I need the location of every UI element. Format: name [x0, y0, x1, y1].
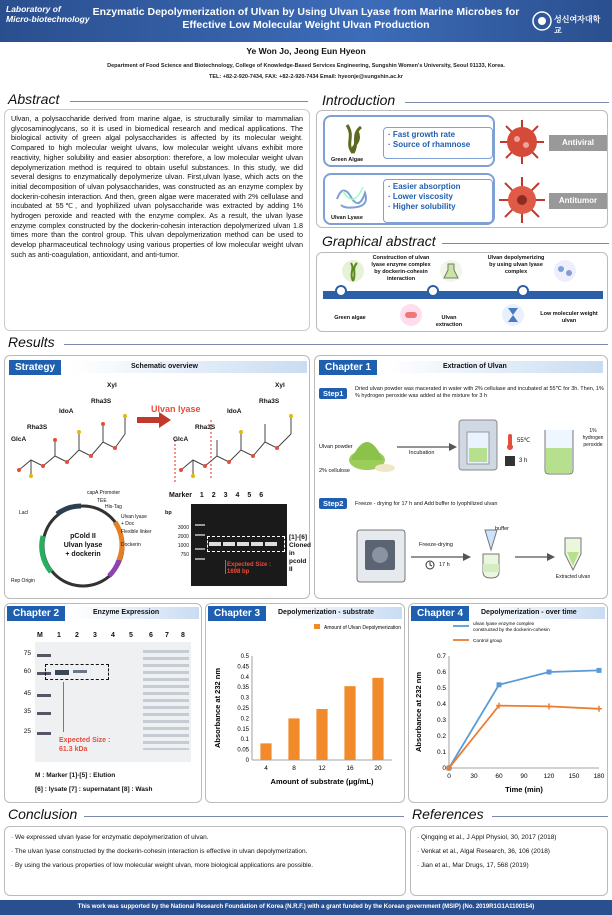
- legend-label: constructed by the dockerin-cohesin: [473, 628, 550, 633]
- chapter1-panel: [314, 355, 608, 599]
- sugar-label: Rha3S: [27, 424, 48, 431]
- y-tick-label: 0.6: [436, 669, 446, 676]
- x-tick-label: 4: [264, 765, 268, 772]
- reference-item: · Qingqing et al., J Appl Physiol, 30, 2017 (2018): [417, 834, 557, 841]
- poster-title: Enzymatic Depolymerization of Ulvan by Using Ulvan Lyase from Marine Microbes for Effective Low Molecular Weight Ulvan Production: [92, 6, 520, 31]
- university-logo: [528, 5, 608, 37]
- series-line: [449, 670, 599, 768]
- chapter4-bar: Depolymerization - over time: [477, 607, 605, 619]
- results-heading: Results: [8, 334, 55, 350]
- x-tick-label: 60: [495, 773, 503, 780]
- y-tick-label: 0.1: [240, 737, 249, 744]
- step2-label: Extracted ulvan: [555, 574, 591, 580]
- references-heading: References: [412, 806, 484, 822]
- beaker-icon: [539, 426, 579, 476]
- x-tick-label: 30: [470, 773, 478, 780]
- molecule-icon: [553, 259, 577, 283]
- y-tick-label: 0.2: [240, 716, 249, 723]
- time-line-chart: [409, 620, 609, 802]
- sds-lane-label: 1: [57, 632, 61, 639]
- sds-caption: M : Marker [1]-[5] : Elution: [35, 772, 116, 779]
- lab-name: Laboratory of Micro-biotechnology: [6, 4, 90, 24]
- gel-right-caption: [1]-[6] Cloned in pcold II: [289, 534, 312, 573]
- x-tick-label: 150: [568, 773, 580, 780]
- right-arrow-icon: [411, 552, 471, 562]
- capsule-icon: [399, 303, 423, 327]
- contact: TEL: +82-2-920-7434, FAX: +82-2-920-7434 Email: hyeonje@sungshin.ac.kr: [209, 74, 403, 80]
- plasmid-label: TEE: [97, 498, 107, 504]
- plasmid-label: LacI: [19, 510, 29, 516]
- strategy-panel: [4, 355, 310, 599]
- affiliation: Department of Food Science and Biotechnology, College of Knowledge-Based Services Engineering, Sungshin Women's University, Seoul 01133, Korea.: [107, 63, 505, 69]
- seaweed-icon: [335, 121, 371, 155]
- chapter2-bar: Enzyme Expression: [73, 607, 199, 619]
- tumor-cell-icon: [497, 175, 547, 225]
- x-tick-label: 12: [318, 765, 326, 772]
- graphical-step-complex: Construction of ulvan lyase enzyme complex by dockerin-cohesin interaction: [371, 255, 431, 282]
- references-box: [410, 826, 608, 896]
- sugar-label: IdoA: [59, 408, 74, 415]
- graphical-heading: Graphical abstract: [322, 233, 436, 249]
- bar: [372, 678, 383, 760]
- graphical-extraction: Ulvan extraction: [435, 315, 463, 328]
- abstract-text: Ulvan, a polysaccharide derived from marine algae, is structurally similar to mammalian glycosaminoglycans, so it is used in biomedical research and medical applications. The biological activity of green algal polysaccharides is affected by its molecular weight. Compared to high molecular weight ulvans, low molecular weight ulvans exhibit more reactivity, higher solubility and easier absorption: therefore, a low molecular weight ulvan depolymerization method is required to obtain useful substances. In this study, we did several designs to enzymatically depolymerize ulvan. First,ulvan lyase, which acts on the initial decomposition of ulvan polysaccharides, was constructed as an enzyme complex by dockerin-cohesin interaction. And then, green algae were macerated with 2% cellulase and incubated at 55℃, and lyophilized ulvan polysaccharide was extracted by adding 1% hydrogen peroxide and reacted with the enzyme complex. As a result, the ulvan lyase enzyme complex constructed by the dockerin-cohesin interaction depolymerized ulvan 1.8 times more than the control group. This ulvan depolymerization method can be used to develop pharmaceutical technology using various properties of low molecular weight ulvan such as anti-coagulation, antioxidant, and anti-tumor.: [4, 109, 310, 331]
- bar: [288, 718, 299, 760]
- strategy-bar: Schematic overview: [71, 361, 307, 373]
- gel-lane-label: 5: [247, 492, 252, 499]
- data-point: [547, 670, 552, 675]
- y-tick-label: 0.5: [436, 685, 446, 692]
- x-axis-label: Time (min): [505, 785, 543, 794]
- graphical-step-depolymerizing: Ulvan depolymerizing by using ulvan lyase complex: [487, 255, 545, 275]
- gel-lane-label: 1: [199, 492, 204, 499]
- gel-expected-size: Expected Size : 1698 bp: [227, 562, 272, 575]
- plasmid-center-line: Ulvan lyase: [63, 542, 103, 549]
- x-tick-label: 0: [447, 773, 451, 780]
- sds-expected-size: Expected Size : 61.3 kDa: [59, 737, 111, 753]
- conclusion-item: · We expressed ulvan lyase for enzymatic depolymerization of ulvan.: [11, 834, 209, 841]
- strategy-tag: Strategy: [9, 360, 61, 375]
- step1-label: 2% cellulose: [319, 468, 350, 474]
- plasmid-center-line: pCold II: [70, 533, 96, 540]
- x-tick-label: 20: [374, 765, 382, 772]
- flask-icon: [439, 259, 463, 283]
- sds-lane-label: 8: [181, 632, 185, 639]
- step2-label: buffer: [495, 526, 509, 532]
- freeze-dryer-icon: [355, 524, 407, 584]
- step2-label: Freeze-drying: [419, 542, 453, 548]
- antiviral-tag: Antiviral: [549, 135, 607, 151]
- x-tick-label: 90: [520, 773, 528, 780]
- incubator-icon: [457, 414, 499, 474]
- chapter4-panel: [408, 603, 608, 803]
- sugar-label: IdoA: [227, 408, 242, 415]
- conclusion-item: · The ulvan lyase constructed by the dockerin-cohesin interaction is effective in ulvan depolymerization.: [11, 848, 308, 855]
- graphical-low-mw: Low moleculer weight ulvan: [540, 311, 598, 324]
- sugar-label: Rha3S: [259, 398, 280, 405]
- conclusion-box: [4, 826, 406, 896]
- gel-bp-label: bp: [165, 510, 172, 516]
- step2-label: 17 h: [439, 562, 450, 568]
- x-axis-label: Amount of substrate (μg/mL): [270, 777, 374, 786]
- series-line: [449, 706, 599, 768]
- sds-lane-label: 3: [93, 632, 97, 639]
- gel-lane-label: 3: [223, 492, 228, 499]
- card1-point: · Fast growth rate: [388, 130, 456, 139]
- y-axis-label: Absorbance at 232 nm: [414, 671, 423, 753]
- ulvan-structure-diagram: [9, 380, 135, 490]
- step1-label: 55℃: [517, 438, 531, 444]
- gel-ladder-label: 3000: [177, 525, 189, 531]
- algae-icon: [341, 259, 365, 283]
- plasmid-label: Rep Origin: [11, 578, 35, 584]
- logo-text: 성신여자대학교: [554, 15, 601, 35]
- abstract-heading: Abstract: [8, 91, 60, 107]
- gel-lane-label: 2: [211, 492, 216, 499]
- y-tick-label: 0.45: [237, 664, 249, 671]
- protein-structure-icon: [333, 179, 373, 213]
- gel-lane-label: 4: [235, 492, 240, 499]
- authors: Ye Won Jo, Jeong Eun Hyeon: [246, 46, 366, 56]
- chapter3-tag: Chapter 3: [208, 606, 266, 621]
- graphical-algae: Green algae: [334, 315, 366, 321]
- plasmid-label: capA Promoter: [87, 490, 121, 496]
- chapter2-tag: Chapter 2: [7, 606, 65, 621]
- cleaved-ulvan-diagram: [171, 380, 307, 490]
- chapter3-bar: Depolymerization - substrate: [274, 607, 402, 619]
- y-tick-label: 0.4: [240, 674, 249, 681]
- graphical-panel: [316, 252, 608, 332]
- y-tick-label: 0.2: [436, 733, 446, 740]
- y-tick-label: 0.3: [240, 695, 249, 702]
- card2-label: Ulvan Lyase: [331, 215, 363, 221]
- step1-label: Incubation: [409, 450, 435, 456]
- chapter3-panel: [205, 603, 405, 803]
- virus-icon: [497, 117, 547, 167]
- introduction-heading: Introduction: [322, 92, 396, 108]
- sugar-label: Rha3S: [195, 424, 216, 431]
- thermometer-icon: [505, 434, 515, 450]
- y-tick-label: 0.4: [436, 701, 446, 708]
- sds-lane-label: M: [37, 632, 43, 639]
- sugar-label: GlcA: [11, 436, 27, 443]
- chapter4-tag: Chapter 4: [411, 606, 469, 621]
- bar: [344, 686, 355, 760]
- ulvan-lyase-arrow-label: Ulvan lyase: [151, 404, 201, 414]
- conclusion-heading: Conclusion: [8, 806, 78, 822]
- data-point: [597, 668, 602, 673]
- step1-text: Dried ulvan powder was macerated in water with 2% cellulase and incubated at 55℃ for 3h. Then, 1% % hydrogen peroxide was added at the mixture for 3 h: [355, 386, 604, 399]
- sugar-label: Rha3S: [91, 398, 112, 405]
- sds-caption: [6] : lysate [7] : supernatant [8] : Wash: [35, 786, 153, 793]
- plasmid-center-line: + dockerin: [65, 551, 101, 558]
- y-axis-label: Absorbance at 232 nm: [213, 667, 222, 749]
- clock-icon: [425, 560, 435, 570]
- y-tick-label: 0.25: [237, 706, 249, 712]
- plasmid-label: Flexible linker: [121, 529, 152, 535]
- y-tick-label: 0.35: [237, 685, 249, 692]
- reaction-arrow-icon: [137, 412, 171, 428]
- step1-tag: Step1: [319, 388, 347, 399]
- sds-lane-label: 4: [111, 632, 115, 639]
- sds-lane-label: 5: [129, 632, 133, 639]
- x-tick-label: 120: [543, 773, 555, 780]
- intro-panel: [316, 110, 608, 228]
- sds-lane-label: 6: [149, 632, 153, 639]
- y-tick-label: 0: [245, 758, 249, 764]
- substrate-bar-chart: [206, 620, 406, 802]
- y-tick-label: 0.3: [436, 717, 446, 724]
- y-tick-label: 0: [442, 765, 446, 772]
- card2-point: · Lower viscosity: [388, 192, 453, 201]
- chapter1-bar: Extraction of Ulvan: [387, 361, 603, 373]
- y-tick-label: 0.15: [237, 726, 249, 733]
- card2-point: · Higher solubility: [388, 202, 456, 211]
- chapter2-panel: Chapter 2 Enzyme Expression M 1 2 3 4 5 6 7 8 75 60 45 35 25 Expected Size : 61.3 kDa M : Marker [1]-[5] : Elution [6] : lysate [7] : supernatant [8] : Wash: [4, 603, 202, 803]
- x-tick-label: 16: [346, 765, 354, 772]
- eppendorf-tube-icon: [561, 534, 585, 574]
- bar: [316, 709, 327, 760]
- plasmid-label: His-Tag: [105, 504, 122, 510]
- x-tick-label: 180: [593, 773, 605, 780]
- plasmid-label: + Doc: [121, 521, 135, 527]
- sugar-label: Xyl: [107, 382, 117, 389]
- sds-lane-label: 2: [75, 632, 79, 639]
- hourglass-icon: [501, 303, 525, 327]
- card1-label: Green Algae: [331, 157, 364, 163]
- gel-lane-label: Marker: [169, 492, 192, 499]
- right-arrow-icon: [515, 552, 555, 562]
- reference-item: · Venkat et al., Algal Research, 36, 106 (2018): [417, 848, 550, 855]
- legend-label: ulvan lyase enzyme complex: [473, 622, 535, 627]
- reference-item: · Jian et al., Mar Drugs, 17, 568 (2019): [417, 862, 529, 869]
- x-tick-label: 8: [292, 765, 296, 772]
- step2-text: Freeze - drying for 17 h and Add buffer to lyophilized ulvan: [355, 501, 498, 507]
- legend-label: Amount of Ulvan Depolymerization: [324, 625, 401, 631]
- sugar-label: Xyl: [275, 382, 285, 389]
- plasmid-label: Dockerin: [121, 542, 141, 548]
- y-tick-label: 0.1: [436, 749, 446, 756]
- chapter1-tag: Chapter 1: [319, 360, 377, 375]
- gel-lane-label: 6: [259, 492, 264, 499]
- data-point: [596, 706, 602, 712]
- step1-label: 3 h: [519, 458, 528, 464]
- step1-label: 1% hydrogen peroxide: [582, 428, 604, 448]
- legend-swatch: [314, 624, 320, 629]
- y-tick-label: 0.05: [237, 747, 249, 754]
- data-point: [546, 703, 552, 709]
- conclusion-item: · By using the various properties of low molecular weight ulvan, more biological applications are possible.: [11, 862, 314, 869]
- intro-card-algae: [323, 115, 495, 167]
- intro-card-lyase: [323, 173, 495, 225]
- gel-ladder-label: 1000: [177, 543, 189, 549]
- gel-ladder-label: 2000: [177, 534, 189, 540]
- gel-ladder-label: 750: [180, 552, 189, 558]
- y-tick-label: 0.5: [240, 654, 249, 660]
- plasmid-label: Ulvan lyase: [121, 514, 147, 520]
- clock-icon: [505, 456, 515, 466]
- legend-label: Control group: [473, 639, 503, 644]
- card2-point: · Easier absorption: [388, 182, 461, 191]
- antitumor-tag: Antitumor: [549, 193, 607, 209]
- y-tick-label: 0.7: [436, 653, 446, 660]
- gel-lane-header: [169, 492, 263, 499]
- funding-footer: This work was supported by the National Research Foundation of Korea (N.R.F.) with a grant funded by the Korean government (MSIP) (No. 2019R1G1A1100154): [0, 900, 612, 915]
- bar: [260, 743, 271, 760]
- data-point: [497, 682, 502, 687]
- card1-point: · Source of rhamnose: [388, 140, 471, 149]
- sds-lane-label: 7: [165, 632, 169, 639]
- step1-label: Ulvan powder: [319, 444, 353, 450]
- step2-tag: Step2: [319, 498, 347, 509]
- sugar-label: GlcA: [173, 436, 189, 443]
